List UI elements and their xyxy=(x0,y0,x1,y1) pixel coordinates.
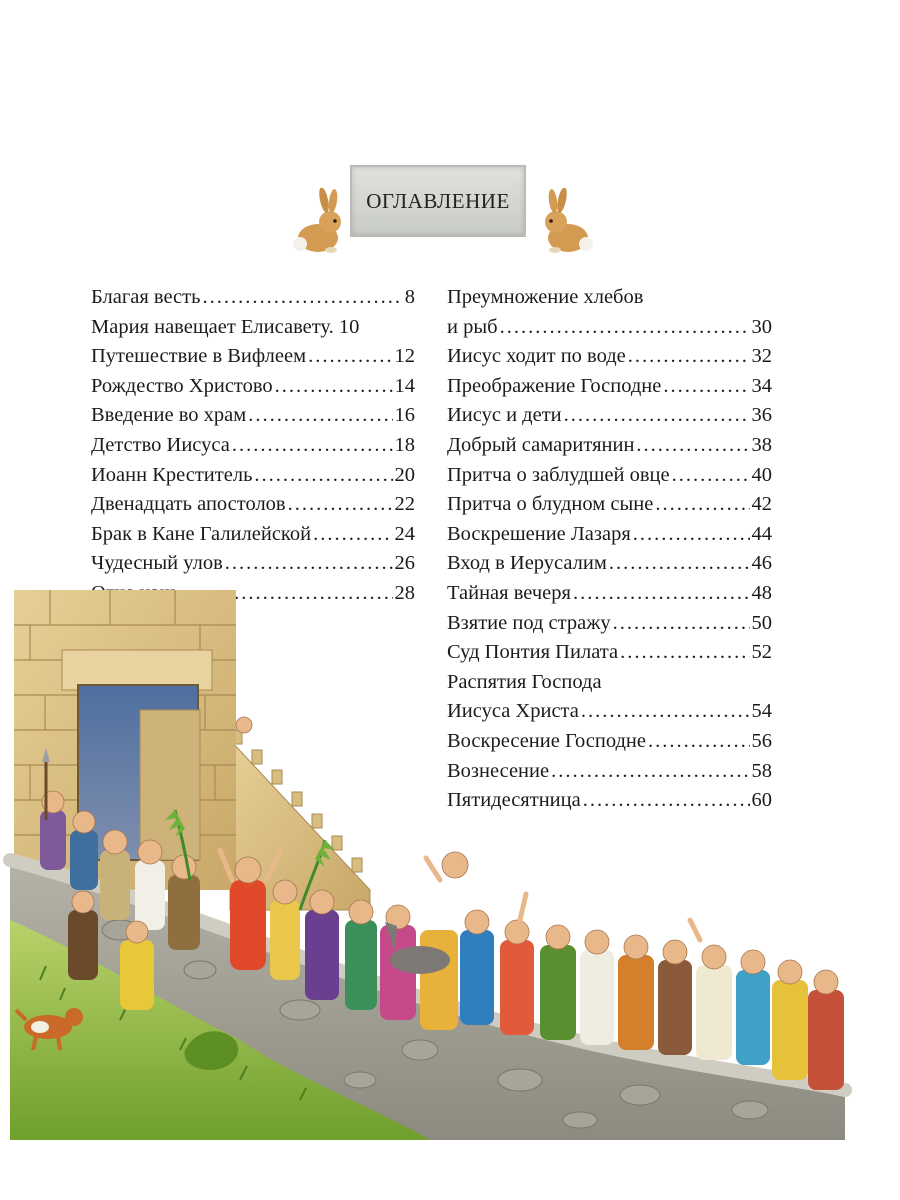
toc-entry-page: 24 xyxy=(394,522,415,545)
toc-entry[interactable] xyxy=(91,431,415,461)
dot-leader xyxy=(202,283,402,313)
toc-entry[interactable] xyxy=(447,461,772,491)
toc-entry[interactable] xyxy=(447,490,772,520)
toc-entry-title: Суд Понтия Пилата xyxy=(447,641,619,664)
dot-leader xyxy=(663,372,749,402)
toc-entry-title-line1[interactable]: Распятия Господа xyxy=(447,670,602,693)
toc-entry-title: Двенадцать апостолов xyxy=(91,493,286,516)
dot-leader xyxy=(636,431,749,461)
toc-entry[interactable] xyxy=(91,313,415,343)
toc-entry[interactable] xyxy=(447,372,772,402)
toc-entry-title: Благая весть xyxy=(91,286,201,308)
toc-entry-page: 40 xyxy=(751,463,772,486)
toc-entry-title: Притча о заблудшей овце xyxy=(447,463,670,486)
toc-entry[interactable] xyxy=(91,490,415,520)
toc-entry-title: Введение во храм xyxy=(91,404,247,427)
toc-entry-page: 34 xyxy=(751,374,772,397)
toc-entry[interactable] xyxy=(91,372,415,402)
toc-entry[interactable] xyxy=(91,461,415,491)
toc-entry-title: Тайная вечеря xyxy=(447,581,571,604)
toc-entry-page: 56 xyxy=(751,729,772,752)
toc-entry[interactable] xyxy=(447,431,772,461)
toc-entry-page: 38 xyxy=(751,433,772,456)
toc-entry[interactable] xyxy=(91,342,415,372)
toc-entry-title: Брак в Кане Галилейской xyxy=(91,522,312,545)
dot-leader xyxy=(288,490,393,520)
dot-leader xyxy=(633,520,750,550)
toc-entry-title: Иисуса Христа xyxy=(447,700,579,723)
dot-leader xyxy=(225,549,393,579)
toc-entry-page: 52 xyxy=(751,641,772,664)
dot-leader xyxy=(655,490,749,520)
toc-entry[interactable] xyxy=(447,313,772,343)
toc-entry-page: 50 xyxy=(751,611,772,634)
dot-leader xyxy=(254,461,392,491)
toc-entry-page: 12 xyxy=(394,345,415,368)
toc-entry-page: 46 xyxy=(751,552,772,575)
dot-leader xyxy=(628,342,750,372)
toc-entry[interactable] xyxy=(447,549,772,579)
toc-entry-page: 26 xyxy=(394,552,415,575)
jerusalem-entry-illustration xyxy=(0,580,900,1180)
toc-entry[interactable] xyxy=(91,283,415,313)
toc-entry-title: и рыб xyxy=(447,315,498,338)
dot-leader xyxy=(248,401,392,431)
toc-entry[interactable] xyxy=(91,520,415,550)
toc-entry-title: Воскресение Господне xyxy=(447,729,647,752)
toc-entry-title: Пятидесятница xyxy=(447,789,581,812)
toc-entry-title: Притча о блудном сыне xyxy=(447,493,654,516)
rabbit-icon xyxy=(538,188,600,258)
toc-entry-page: 32 xyxy=(751,345,772,368)
toc-entry-title: Чудесный улов xyxy=(91,552,223,575)
dot-leader xyxy=(308,342,392,372)
toc-entry-page: 30 xyxy=(751,315,772,338)
toc-entry[interactable] xyxy=(91,549,415,579)
toc-entry-page: 54 xyxy=(751,700,772,723)
rabbit-icon xyxy=(286,188,348,258)
toc-entry-page: 18 xyxy=(394,433,415,456)
toc-entry-page: 48 xyxy=(751,581,772,604)
dot-leader xyxy=(564,401,750,431)
toc-entry-page: 20 xyxy=(394,463,415,486)
toc-entry-title: Детство Иисуса xyxy=(91,433,230,456)
toc-entry-page: 8 xyxy=(404,286,415,308)
toc-entry-page: 60 xyxy=(751,789,772,812)
toc-entry-page: 58 xyxy=(751,759,772,782)
toc-entry[interactable] xyxy=(447,401,772,431)
toc-entry-title: Преображение Господне xyxy=(447,374,662,397)
dot-leader xyxy=(232,431,393,461)
toc-entry-title: Воскрешение Лазаря xyxy=(447,522,631,545)
toc-title-plaque xyxy=(350,165,526,237)
dot-leader xyxy=(500,313,750,343)
toc-entry-title: Иисус и дети xyxy=(447,404,562,427)
toc-entry-page: 14 xyxy=(394,374,415,397)
toc-entry-page: 42 xyxy=(751,493,772,516)
toc-entry[interactable] xyxy=(447,342,772,372)
toc-entry-page: 10 xyxy=(338,315,360,338)
toc-entry-title-line1[interactable]: Преумножение хлебов xyxy=(447,286,644,308)
dot-leader xyxy=(313,520,392,550)
toc-entry-page: 16 xyxy=(394,404,415,427)
toc-entry-page: 44 xyxy=(751,522,772,545)
toc-entry-title: Вход в Иерусалим xyxy=(447,552,607,575)
toc-entry-title: Рождество Христово xyxy=(91,374,273,397)
toc-entry-title: Добрый самаритянин xyxy=(447,433,635,456)
toc-entry-title: Взятие под стражу xyxy=(447,611,611,634)
toc-entry[interactable] xyxy=(91,401,415,431)
toc-entry-page: 28 xyxy=(394,581,415,604)
toc-entry-title: Мария навещает Елисавету. xyxy=(91,315,334,338)
dot-leader xyxy=(672,461,750,491)
toc-entry-title: Иоанн Креститель xyxy=(91,463,253,486)
dot-leader xyxy=(275,372,393,402)
toc-entry[interactable] xyxy=(447,520,772,550)
dot-leader xyxy=(609,549,750,579)
toc-entry-title: Путешествие в Вифлеем xyxy=(91,345,307,368)
toc-column-left xyxy=(91,283,415,609)
toc-entry-title: Вознесение xyxy=(447,759,550,782)
page-title: ОГЛАВЛЕНИЕ xyxy=(366,188,510,213)
toc-entry-title: Иисус ходит по воде xyxy=(447,345,626,368)
toc-entry-page: 36 xyxy=(751,404,772,427)
toc-entry-page: 22 xyxy=(394,493,415,516)
